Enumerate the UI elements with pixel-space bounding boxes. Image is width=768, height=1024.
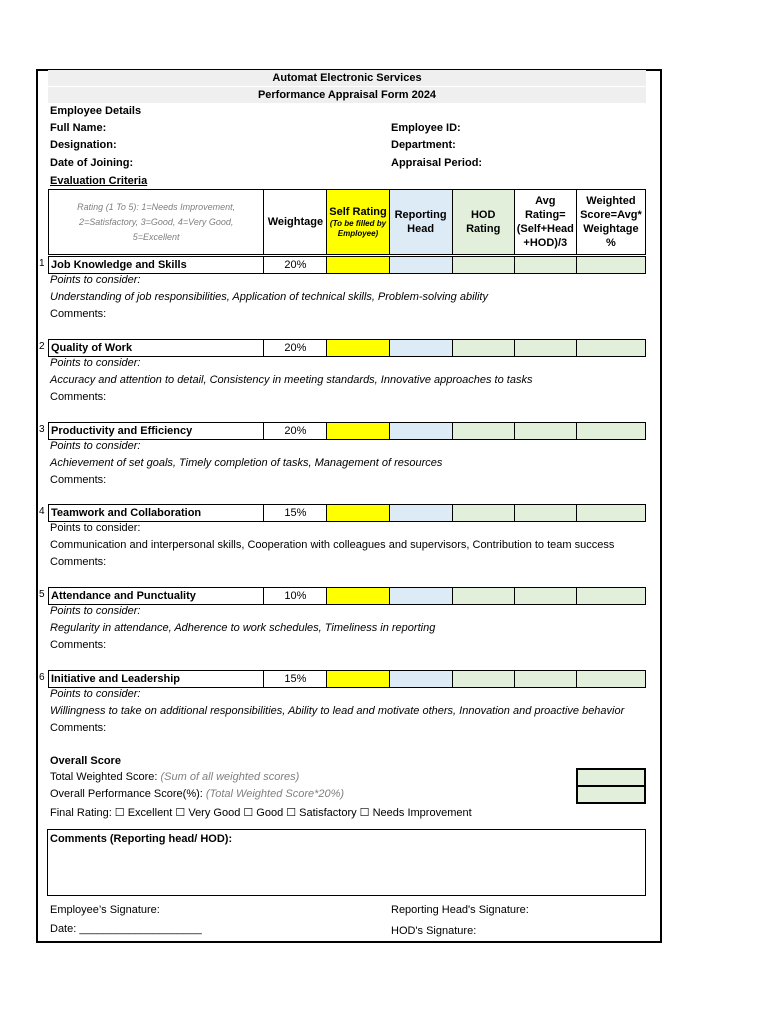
hod-rating-cell[interactable] (452, 671, 514, 688)
employee-signature-label: Employee’s Signature: (50, 904, 160, 916)
avg-rating-cell (514, 588, 576, 605)
points-to-consider-text: Accuracy and attention to detail, Consistency in meeting standards, Innovative approaches to tasks (50, 374, 533, 386)
points-to-consider-text: Understanding of job responsibilities, Application of technical skills, Problem-solving ability (50, 291, 488, 303)
criterion-number: 6 (39, 672, 45, 683)
hod-rating-cell[interactable] (452, 423, 514, 440)
points-to-consider-label: Points to consider: (50, 357, 141, 369)
self-rating-cell[interactable] (327, 588, 389, 605)
date-of-joining-label: Date of Joining: (50, 157, 134, 169)
comments-label[interactable]: Comments: (50, 474, 107, 486)
weighted-score-cell (576, 588, 645, 605)
criterion-row (48, 256, 646, 274)
criterion-weightage: 15% (264, 671, 327, 688)
avg-rating-cell (514, 671, 576, 688)
weighted-score-cell (576, 505, 645, 522)
rating-scale-note: Rating (1 To 5): 1=Needs Improvement, 2=Satisfactory, 3=Good, 4=Very Good, 5=Excellent (49, 190, 264, 255)
criterion-name: Quality of Work (49, 340, 264, 357)
criterion-name: Attendance and Punctuality (49, 588, 264, 605)
col-self-rating-label: Self Rating (329, 206, 387, 218)
reporting-head-rating-cell[interactable] (389, 505, 452, 522)
total-weighted-score-row (50, 770, 299, 784)
criterion-row (48, 670, 646, 688)
comments-box[interactable] (47, 829, 646, 896)
self-rating-cell[interactable] (327, 671, 389, 688)
self-rating-cell[interactable] (327, 340, 389, 357)
criterion-weightage: 15% (264, 505, 327, 522)
col-self-rating-note: (To be filled by Employee) (329, 219, 387, 238)
avg-rating-cell (514, 505, 576, 522)
overall-performance-row (50, 787, 344, 801)
points-to-consider-label: Points to consider: (50, 688, 141, 700)
comments-label[interactable]: Comments: (50, 308, 107, 320)
self-rating-cell[interactable] (327, 423, 389, 440)
avg-rating-cell (514, 423, 576, 440)
criterion-weightage: 10% (264, 588, 327, 605)
comments-label[interactable]: Comments: (50, 391, 107, 403)
points-to-consider-label: Points to consider: (50, 605, 141, 617)
total-weighted-score-label: Total Weighted Score: (50, 771, 158, 783)
points-to-consider-text: Achievement of set goals, Timely completion of tasks, Management of resources (50, 457, 443, 469)
appraisal-period-label: Appraisal Period: (391, 157, 483, 169)
criterion-weightage: 20% (264, 257, 327, 274)
self-rating-cell[interactable] (327, 257, 389, 274)
col-reporting-head: Reporting Head (389, 190, 452, 255)
points-to-consider-text: Willingness to take on additional responsibilities, Ability to lead and motivate others, Innovation and proactive behavior (50, 705, 625, 717)
criterion-row (48, 504, 646, 522)
criterion-weightage: 20% (264, 423, 327, 440)
points-to-consider-label: Points to consider: (50, 522, 141, 534)
comments-label[interactable]: Comments: (50, 639, 107, 651)
points-to-consider-text: Communication and interpersonal skills, Cooperation with colleagues and supervisors, Contribution to team success (50, 539, 615, 551)
company-name: Automat Electronic Services (48, 70, 646, 86)
reporting-head-signature-label: Reporting Head's Signature: (391, 904, 529, 916)
col-weighted-score: Weighted Score=Avg* Weightage % (576, 190, 645, 255)
department-label: Department: (391, 139, 456, 151)
criterion-row (48, 339, 646, 357)
criterion-name: Productivity and Efficiency (49, 423, 264, 440)
col-hod-rating: HOD Rating (452, 190, 514, 255)
form-title: Performance Appraisal Form 2024 (48, 87, 646, 103)
points-to-consider-text: Regularity in attendance, Adherence to work schedules, Timeliness in reporting (50, 622, 436, 634)
criterion-number: 5 (39, 589, 45, 600)
col-weightage: Weightage (264, 190, 327, 255)
weighted-score-cell (576, 671, 645, 688)
weighted-score-cell (576, 423, 645, 440)
criterion-number: 2 (39, 341, 45, 352)
total-weighted-score-hint: (Sum of all weighted scores) (160, 771, 300, 783)
full-name-label: Full Name: (50, 122, 107, 134)
hod-rating-cell[interactable] (452, 340, 514, 357)
final-rating-options[interactable]: Final Rating: ☐ Excellent ☐ Very Good ☐ Good ☐ Satisfactory ☐ Needs Improvement (50, 807, 472, 819)
weighted-score-cell (576, 340, 645, 357)
reporting-head-rating-cell[interactable] (389, 340, 452, 357)
criterion-name: Job Knowledge and Skills (49, 257, 264, 274)
points-to-consider-label: Points to consider: (50, 440, 141, 452)
criterion-name: Teamwork and Collaboration (49, 505, 264, 522)
criterion-name: Initiative and Leadership (49, 671, 264, 688)
overall-score-heading: Overall Score (50, 755, 121, 767)
criterion-weightage: 20% (264, 340, 327, 357)
self-rating-cell[interactable] (327, 505, 389, 522)
col-avg-rating: Avg Rating= (Self+Head +HOD)/3 (514, 190, 576, 255)
evaluation-criteria-heading: Evaluation Criteria (50, 175, 148, 187)
criteria-header-table (48, 189, 646, 255)
overall-performance-score-box[interactable] (576, 785, 646, 804)
hod-signature-label: HOD's Signature: (391, 925, 477, 937)
avg-rating-cell (514, 257, 576, 274)
col-self-rating (327, 190, 389, 255)
criterion-number: 4 (39, 506, 45, 517)
criterion-row (48, 422, 646, 440)
employee-id-label: Employee ID: (391, 122, 461, 134)
criterion-number: 3 (39, 424, 45, 435)
employee-details-heading: Employee Details (50, 105, 142, 117)
points-to-consider-label: Points to consider: (50, 274, 141, 286)
hod-rating-cell[interactable] (452, 505, 514, 522)
reporting-head-rating-cell[interactable] (389, 257, 452, 274)
reporting-head-rating-cell[interactable] (389, 423, 452, 440)
reporting-head-rating-cell[interactable] (389, 588, 452, 605)
comments-label[interactable]: Comments: (50, 722, 107, 734)
overall-performance-label: Overall Performance Score(%): (50, 788, 203, 800)
hod-rating-cell[interactable] (452, 257, 514, 274)
criterion-row (48, 587, 646, 605)
avg-rating-cell (514, 340, 576, 357)
comments-label[interactable]: Comments: (50, 556, 107, 568)
reporting-head-rating-cell[interactable] (389, 671, 452, 688)
weighted-score-cell (576, 257, 645, 274)
hod-rating-cell[interactable] (452, 588, 514, 605)
comments-box-label: Comments (Reporting head/ HOD): (50, 833, 233, 845)
designation-label: Designation: (50, 139, 117, 151)
date-field[interactable]: Date: ____________________ (50, 923, 202, 935)
overall-performance-hint: (Total Weighted Score*20%) (205, 788, 345, 800)
criterion-number: 1 (39, 258, 45, 269)
